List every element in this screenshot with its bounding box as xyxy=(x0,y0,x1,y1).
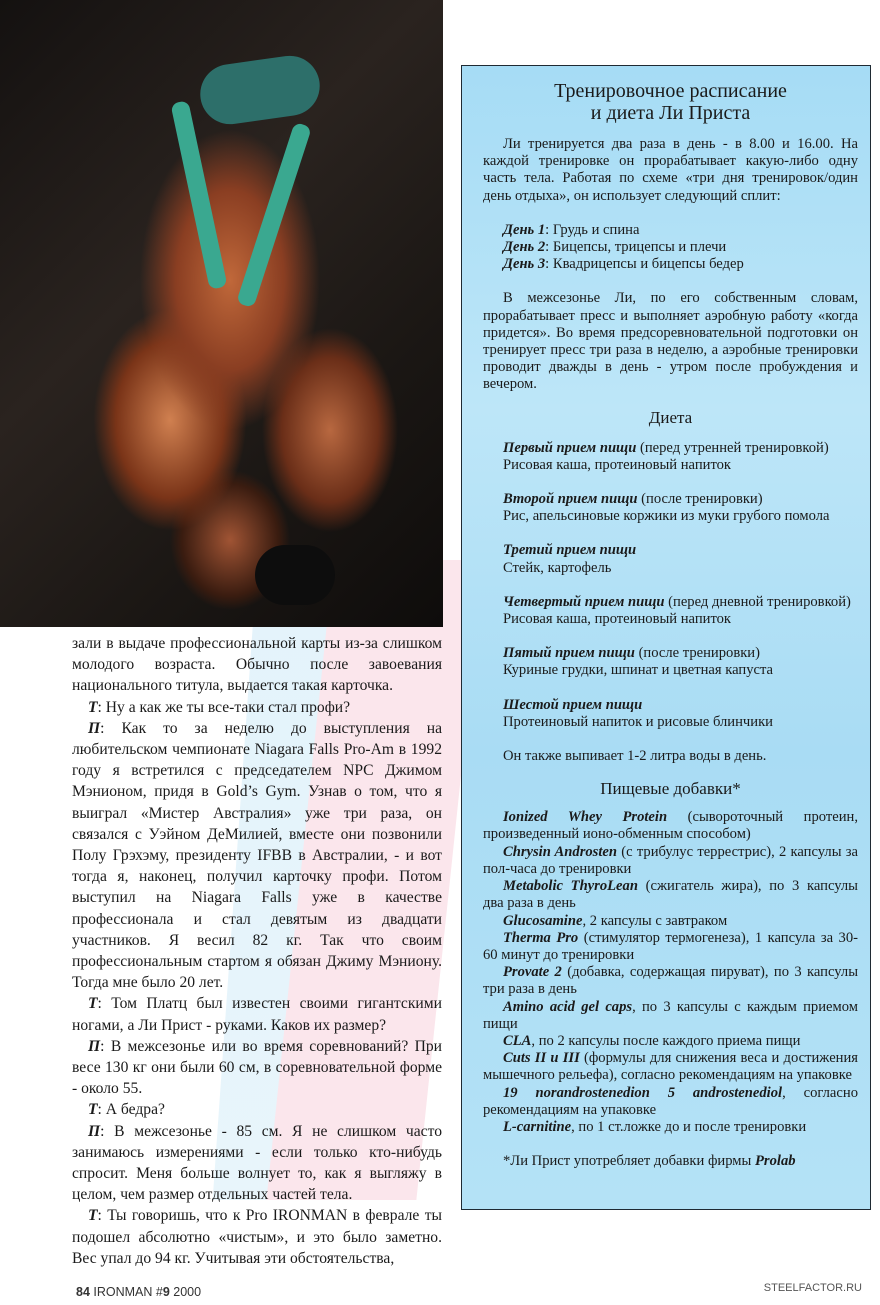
meal-food: Рисовая каша, протеиновый напиток xyxy=(503,611,732,628)
meal-name-line xyxy=(483,440,858,457)
meal-name-line xyxy=(483,491,858,508)
supplement-item xyxy=(483,964,858,998)
meal-item xyxy=(483,697,858,731)
shorts-waistband xyxy=(196,52,323,128)
water-note: Он также выпивает 1-2 литра воды в день. xyxy=(503,748,767,765)
sidebar-title xyxy=(483,78,858,136)
meal-item xyxy=(483,594,858,628)
meal-note: (перед утренней тренировкой) xyxy=(636,439,829,456)
meal-name: Третий прием пищи xyxy=(503,542,637,559)
supplement-item xyxy=(483,844,858,878)
meal-note: (после тренировки) xyxy=(637,491,763,508)
magazine-name: IRONMAN # xyxy=(93,1285,163,1299)
meal-name: Четвертый прием пищи xyxy=(503,593,665,610)
meal-food: Рис, апельсиновые коржики из муки грубого помола xyxy=(503,508,830,525)
supplement-text: (добавка, содержащая пируват), по 3 капсулы три раза в день xyxy=(483,964,858,998)
speaker-label: Т xyxy=(88,698,98,716)
issue-number: 9 xyxy=(162,1285,170,1299)
supplements-heading: Пищевые добавки* xyxy=(600,779,741,799)
speaker-label: П xyxy=(88,1122,101,1140)
footnote xyxy=(483,1153,858,1170)
paragraph-text: А бедра? xyxy=(105,1101,165,1119)
footnote-text: *Ли Прист употребляет добавки фирмы xyxy=(503,1153,755,1170)
split-day xyxy=(483,239,858,256)
supplement-item xyxy=(483,999,858,1033)
meal-food: Протеиновый напиток и рисовые блинчики xyxy=(503,713,773,730)
article-paragraph: Т: Ты говоришь, что к Pro IRONMAN в феврале ты подошел абсолютно «чистым», и это было заметно. Вес упал до 94 кг. Учитывая эти обстоятельства, xyxy=(72,1207,442,1267)
speaker-label: П xyxy=(88,1037,101,1055)
supplement-item xyxy=(483,913,858,930)
day-label: День 3 xyxy=(503,256,546,273)
supplement-name: Ionized Whey Protein xyxy=(503,809,668,826)
supplement-text: (формулы для снижения веса и достижения мышечного рельефа), согласно рекомендациям на упаковке xyxy=(483,1050,858,1084)
meal-name: Шестой прием пищи xyxy=(503,696,643,713)
meal-name-line xyxy=(483,697,858,714)
page-footer xyxy=(76,1285,201,1300)
article-paragraph: Т: А бедра? xyxy=(88,1101,165,1119)
tank-top-strap-right xyxy=(236,122,312,308)
paragraph-text: Ты говоришь, что к Pro IRONMAN в феврале ты подошел абсолютно «чистым», и это было заметно. Вес упал до 94 кг. Учитывая эти обстоятельства, xyxy=(72,1207,442,1267)
day-text: : Грудь и спина xyxy=(545,221,640,238)
supplement-name: Metabolic ThyroLean xyxy=(503,878,638,895)
diet-heading: Диета xyxy=(648,407,693,427)
sidebar-intro: Ли тренируется два раза в день - в 8.00 и 16.00. На каждой тренировке он прорабатывает какую-либо одну часть тела. Работая по схеме «три дня тренировок/один день отдыха», он использует следующий сплит: xyxy=(483,136,858,204)
supplement-text: (стимулятор термогенеза), 1 капсула за 30-60 минут до тренировки xyxy=(483,929,859,963)
day-text: : Квадрицепсы и бицепсы бедер xyxy=(545,256,744,273)
footnote-brand: Prolab xyxy=(755,1153,796,1170)
issue-year: 2000 xyxy=(173,1285,202,1299)
supplement-name: Amino acid gel caps xyxy=(503,998,633,1015)
supplement-item xyxy=(483,1050,858,1084)
supplement-name: L-carnitine xyxy=(503,1118,572,1135)
paragraph-text: зали в выдаче профессиональной карты из-за слишком молодого возраста. Обычно после завоевания национального титула, выдается такая карточка. xyxy=(72,635,442,695)
day-label: День 1 xyxy=(503,221,546,238)
article-paragraph: П: В межсезонье или во время соревнований? При весе 130 кг они были 60 см, в соревновательной форме - около 55. xyxy=(72,1037,442,1098)
article-paragraph: Т: Том Платц был известен своими гигантскими ногами, а Ли Прист - руками. Каков их размер? xyxy=(72,995,442,1034)
sidebar-training-diet xyxy=(461,65,871,1210)
day-text: : Бицепсы, трицепсы и плечи xyxy=(545,239,727,256)
supplement-text: , 2 капсулы с завтраком xyxy=(582,912,728,929)
split-list xyxy=(483,222,858,274)
supplement-item xyxy=(483,930,858,964)
meal-name: Пятый прием пищи xyxy=(503,645,635,662)
paragraph-text: Ну а как же ты все-таки стал профи? xyxy=(105,698,351,716)
paragraph-text: Как то за неделю до выступления на любительском чемпионате Niagara Falls Pro-Am в 1992 году я встретился с председателем NPC Джимом Мэнионом, придя в Gold’s Gym. Узнав о том, что я выиграл «Мистер Австралия» уже три раза, он связался с Уэйном ДеМилией, вместе они позвонили Полу Грэхэму, президенту IFBB в Австралии, - и вот тогда я, наконец, получил карточку профи. Потом выступил на Niagara Falls уже в качестве профессионала и стал девятым из двадцати участников. Я весил 82 кг. Так что своим профессиональным стартом я обязан Джиму Мэниону. Тогда мне было 20 лет. xyxy=(72,719,442,992)
tank-top-strap-left xyxy=(170,100,227,290)
article-paragraph: П: В межсезонье - 85 см. Я не слишком часто занимаюсь измерениями - если только кто-нибудь спросит. Меня больше волнует то, как я выгляжу в целом, чем размер отдельных частей тела. xyxy=(72,1122,442,1204)
paragraph-text: В межсезонье - 85 см. Я не слишком часто занимаюсь измерениями - если только кто-нибудь спросит. Меня больше волнует то, как я выгляжу в целом, чем размер отдельных частей тела. xyxy=(72,1122,442,1204)
meal-name: Второй прием пищи xyxy=(503,491,638,508)
split-day xyxy=(483,222,858,239)
supplement-text: , по 3 капсулы с каждым приемом пищи xyxy=(483,998,858,1032)
meal-name-line xyxy=(483,645,858,662)
speaker-label: Т xyxy=(88,1207,98,1225)
speaker-label: П xyxy=(88,719,101,737)
speaker-label: Т xyxy=(88,995,98,1013)
site-watermark: STEELFACTOR.RU xyxy=(763,1282,862,1294)
supplement-item xyxy=(483,1119,858,1136)
supplement-name: Provate 2 xyxy=(503,964,562,981)
sidebar-title-line: Тренировочное расписание xyxy=(554,80,787,102)
supplement-item xyxy=(483,1085,858,1119)
supplement-name: Cuts II и III xyxy=(503,1050,580,1067)
meal-name-line xyxy=(483,594,858,611)
meal-note: (после тренировки) xyxy=(634,645,760,662)
supplement-text: , по 2 капсулы после каждого приема пищи xyxy=(531,1032,801,1049)
dumbbell xyxy=(255,545,335,605)
sidebar-title-line: и диета Ли Приста xyxy=(590,102,751,124)
paragraph-text: Том Платц был известен своими гигантскими ногами, а Ли Прист - руками. Каков их размер? xyxy=(72,995,442,1034)
supplement-name: CLA xyxy=(503,1032,532,1049)
meal-note: (перед дневной тренировкой) xyxy=(664,593,851,610)
supplement-list xyxy=(483,809,858,1136)
day-label: День 2 xyxy=(503,239,546,256)
article-column xyxy=(72,633,442,1269)
article-paragraph xyxy=(72,633,442,697)
supplement-item xyxy=(483,1033,858,1050)
supplement-text: , согласно рекомендациям на упаковке xyxy=(483,1084,858,1118)
article-paragraph: П: Как то за неделю до выступления на любительском чемпионате Niagara Falls Pro-Am в 1992 году я встретился с председателем NPC Джимом Мэнионом, придя в Gold’s Gym. Узнав о том, что я выиграл «Мистер Австралия» уже три раза, он связался с Уэйном ДеМилией, вместе они позвонили Полу Грэхэму, президенту IFBB в Австралии, - и вот тогда я, наконец, получил карточку профи. Потом выступил на Niagara Falls уже в качестве профессионала и стал девятым из двадцати участников. Я весил 82 кг. Так что своим профессиональным стартом я обязан Джиму Мэниону. Тогда мне было 20 лет. xyxy=(72,719,442,992)
meal-item xyxy=(483,645,858,679)
meal-item xyxy=(483,440,858,474)
supplement-name: Glucosamine xyxy=(503,912,583,929)
supplement-item xyxy=(483,878,858,912)
meal-name: Первый прием пищи xyxy=(503,439,637,456)
offseason-paragraph: В межсезонье Ли, по его собственным словам, прорабатывает пресс и выполняет аэробную работу «когда придется». Во время предсоревновательной подготовки он тренирует пресс три раза в неделю, а аэробные тренировки проводит дважды в день - утром после пробуждения и вечером. xyxy=(483,290,858,393)
supplement-name: Therma Pro xyxy=(503,929,579,946)
meal-list xyxy=(483,440,858,731)
page-number: 84 xyxy=(76,1285,90,1299)
supplement-text: (сывороточный протеин, произведенный ионо-обменным способом) xyxy=(483,809,858,843)
article-paragraph: Т: Ну а как же ты все-таки стал профи? xyxy=(88,698,351,716)
supplement-name: 19 norandrostenedion 5 androstenediol xyxy=(503,1084,783,1101)
split-day xyxy=(483,256,858,273)
speaker-label: Т xyxy=(88,1101,98,1119)
meal-food: Стейк, картофель xyxy=(503,559,612,576)
meal-food: Рисовая каша, протеиновый напиток xyxy=(503,456,732,473)
supplement-text: (с трибулус террестрис), 2 капсулы за пол-часа до тренировки xyxy=(483,843,858,877)
supplement-text: , по 1 ст.ложке до и после тренировки xyxy=(571,1118,807,1135)
meal-item xyxy=(483,542,858,576)
supplement-text: (сжигатель жира), по 3 капсулы два раза в день xyxy=(483,878,858,912)
meal-item xyxy=(483,491,858,525)
supplement-name: Chrysin Androsten xyxy=(503,843,618,860)
bodybuilder-photo xyxy=(0,0,443,627)
meal-food: Куриные грудки, шпинат и цветная капуста xyxy=(503,662,774,679)
meal-name-line xyxy=(483,542,858,559)
paragraph-text: В межсезонье или во время соревнований? При весе 130 кг они были 60 см, в соревновательной форме - около 55. xyxy=(72,1037,442,1098)
supplement-item xyxy=(483,809,858,843)
